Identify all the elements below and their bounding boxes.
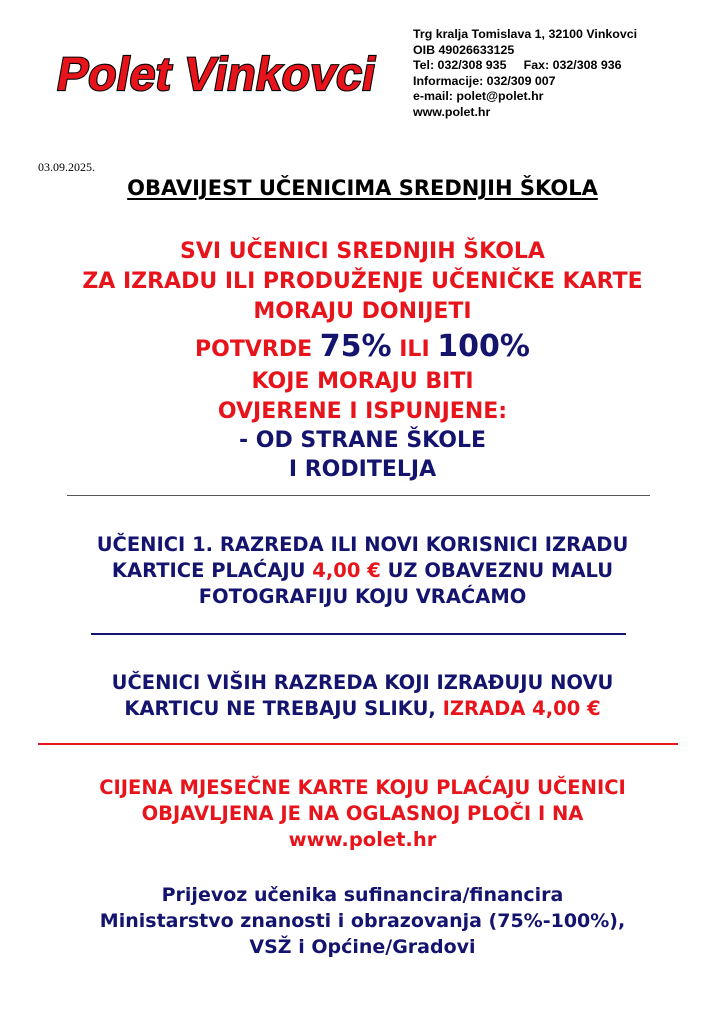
polet-logo-graphic bbox=[52, 38, 387, 108]
s3-line1: UČENICI VIŠIH RAZREDA KOJI IZRAĐUJU NOVU bbox=[111, 671, 614, 694]
s5-line2: Ministarstvo znanosti i obrazovanja (75%-100%), bbox=[99, 910, 626, 932]
s4-line1: CIJENA MJESEČNE KARTE KOJU PLAĆAJU UČENICI bbox=[99, 776, 626, 799]
s1-line4 bbox=[0, 328, 725, 369]
s2-line2-b: UZ OBAVEZNU MALU bbox=[380, 559, 614, 582]
divider-2 bbox=[91, 633, 626, 635]
contact-email: e-mail: polet@polet.hr bbox=[413, 89, 544, 103]
contact-oib: OIB 49026633125 bbox=[413, 42, 515, 57]
s1-line6: OVJERENE I ISPUNJENE: bbox=[217, 399, 508, 424]
s3-line2-a: KARTICU NE TREBAJU SLIKU, bbox=[124, 697, 443, 720]
notice-date: 03.09.2025. bbox=[38, 160, 95, 174]
s2-line2-a: KARTICE PLAĆAJU bbox=[111, 559, 313, 582]
s1-line1: SVI UČENICI SREDNJIH ŠKOLA bbox=[180, 239, 545, 264]
s1-pct-75: 75% bbox=[319, 329, 392, 364]
contact-info bbox=[413, 27, 637, 120]
s2-line1: UČENICI 1. RAZREDA ILI NOVI KORISNICI IZRADU bbox=[96, 533, 629, 556]
s2-line2 bbox=[0, 558, 725, 584]
contact-phone-fax: Tel: 032/308 935 Fax: 032/308 936 bbox=[413, 58, 622, 72]
s1-line2: ZA IZRADU ILI PRODUŽENJE UČENIČKE KARTE bbox=[82, 269, 643, 294]
s4-line2: OBJAVLJENA JE NA OGLASNOJ PLOČI I NA bbox=[141, 802, 584, 825]
s1-line5: KOJE MORAJU BITI bbox=[251, 369, 474, 394]
s1-ili: ILI bbox=[391, 337, 438, 362]
notice-title-text: OBAVIJEST UČENICIMA SREDNJIH ŠKOLA bbox=[127, 176, 598, 200]
s2-price: 4,00 € bbox=[312, 559, 381, 582]
s3-price: IZRADA 4,00 € bbox=[442, 697, 601, 720]
s4-website-link[interactable]: www.polet.hr bbox=[288, 828, 437, 851]
divider-1 bbox=[67, 495, 650, 496]
divider-3 bbox=[38, 743, 678, 745]
s1-line7: - OD STRANE ŠKOLE bbox=[239, 428, 486, 453]
polet-logo bbox=[52, 38, 387, 108]
s1-pct-100: 100% bbox=[437, 329, 530, 364]
s1-line8: I RODITELJA bbox=[288, 457, 437, 482]
contact-address: Trg kralja Tomislava 1, 32100 Vinkovci bbox=[413, 27, 638, 41]
contact-info-phone: Informacije: 032/309 007 bbox=[413, 73, 556, 88]
s1-potvrde: POTVRDE bbox=[195, 337, 320, 362]
svg-text:Polet Vinkovci: Polet Vinkovci bbox=[52, 48, 383, 101]
contact-website: www.polet.hr bbox=[413, 104, 491, 119]
s3-line2 bbox=[0, 696, 725, 722]
s2-line3: FOTOGRAFIJU KOJU VRAĆAMO bbox=[198, 585, 527, 608]
s1-line3: MORAJU DONIJETI bbox=[253, 299, 472, 324]
s5-line1: Prijevoz učenika sufinancira/financira bbox=[161, 884, 564, 906]
notice-title bbox=[0, 176, 725, 200]
s5-line3: VSŽ i Općine/Gradovi bbox=[249, 936, 476, 958]
